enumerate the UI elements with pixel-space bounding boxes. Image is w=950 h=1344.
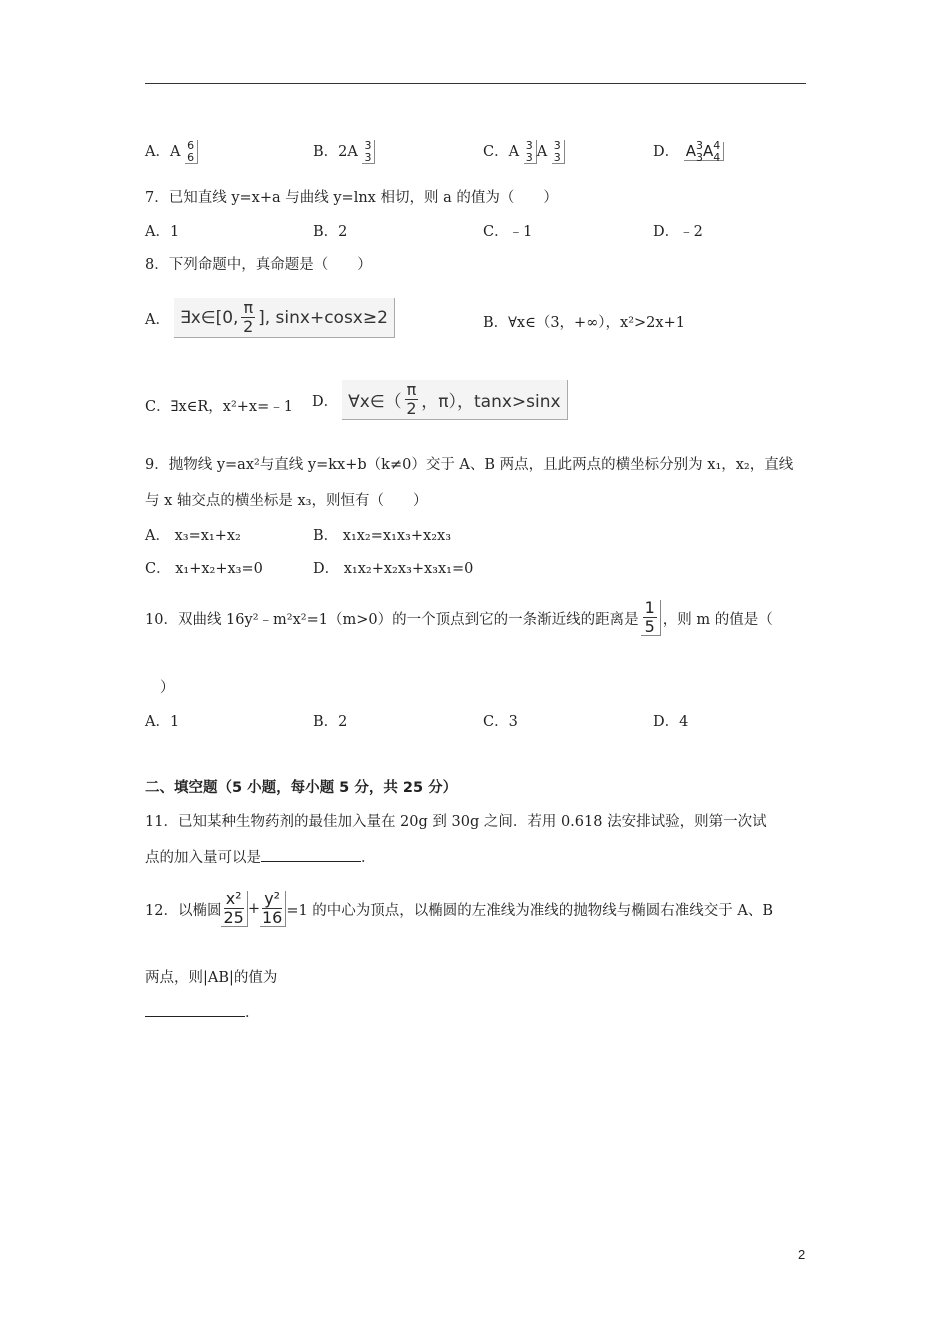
q10-stem: 10．双曲线 16y²﹣m²x²=1（m>0）的一个顶点到它的一条渐近线的距离是 $\frac{1}{5}$ ，则 m 的值是（ — [145, 598, 773, 636]
q9-option-c: C． x₁+x₂+x₃=0 — [145, 561, 263, 577]
header-rule — [145, 83, 806, 84]
q7-option-c: C．﹣1 — [483, 224, 533, 240]
q12-stem-line1: 12．以椭圆 $\frac{\text{x²}}{25}$ + $\frac{\text{y²}}{16}$ =1 的中心为顶点，以椭圆的左准线为准线的抛物线与椭圆右准线交于 A、B — [145, 889, 774, 927]
q12-stem-line2: 两点，则|AB|的值为 — [145, 970, 278, 986]
answer-blank[interactable] — [261, 847, 361, 862]
q9-option-b: B． x₁x₂=x₁x₃+x₂x₃ — [313, 528, 452, 544]
q10-option-b: B．2 — [313, 714, 348, 730]
q10-option-d: D．4 — [653, 714, 689, 730]
q11-stem-line2: 点的加入量可以是 ． — [145, 846, 376, 867]
q10-close-paren: ） — [160, 680, 175, 696]
q8-stem: 8．下列命题中，真命题是（ ） — [145, 257, 372, 273]
q9-stem-line1: 9．抛物线 y=ax²与直线 y=kx+b（k≠0）交于 A、B 两点，且此两点的横坐标分别为 x₁，x₂，直线 — [145, 457, 794, 473]
q6-option-a: A．A 6 6 — [145, 140, 198, 164]
q8-option-c: C．∃x∈R，x²+x=﹣1 — [145, 399, 293, 415]
q9-option-d: D． x₁x₂+x₂x₃+x₃x₁=0 — [313, 561, 474, 577]
section-heading: 二、填空题（5 小题，每小题 5 分，共 25 分） — [145, 780, 458, 796]
q7-option-a: A．1 — [145, 224, 180, 240]
q9-option-a: A． x₃=x₁+x₂ — [145, 528, 241, 544]
q9-stem-line2: 与 x 轴交点的横坐标是 x₃，则恒有（ ） — [145, 493, 428, 509]
q10-option-c: C．3 — [483, 714, 518, 730]
q12-stem-line3: ． — [145, 1001, 260, 1022]
q7-stem: 7．已知直线 y=x+a 与曲线 y=lnx 相切，则 a 的值为（ ） — [145, 190, 558, 206]
page-number: 2 — [798, 1247, 806, 1262]
q7-option-d: D．﹣2 — [653, 224, 703, 240]
q7-option-b: B．2 — [313, 224, 348, 240]
q10-option-a: A．1 — [145, 714, 180, 730]
answer-blank[interactable] — [145, 1002, 245, 1017]
q6-option-b: B．2A 3 3 — [313, 140, 375, 164]
q8-option-a: A． ∃x∈[0, $\frac{\pi}{2}$ ], sinx+cosx≥2 — [145, 298, 395, 338]
q6-option-c: C．A 3 3 A 3 3 — [483, 140, 565, 164]
q8-option-b: B．∀x∈（3，+∞），x²>2x+1 — [483, 315, 685, 331]
q8-option-d: D． ∀x∈（ $\frac{\pi}{2}$ ，π），tanx>sinx — [312, 380, 568, 420]
q11-stem-line1: 11．已知某种生物药剂的最佳加入量在 20g 到 30g 之间．若用 0.618 法安排试验，则第一次试 — [145, 814, 767, 830]
q6-option-d: D． A 3 3 A 4 4 — [653, 140, 724, 163]
